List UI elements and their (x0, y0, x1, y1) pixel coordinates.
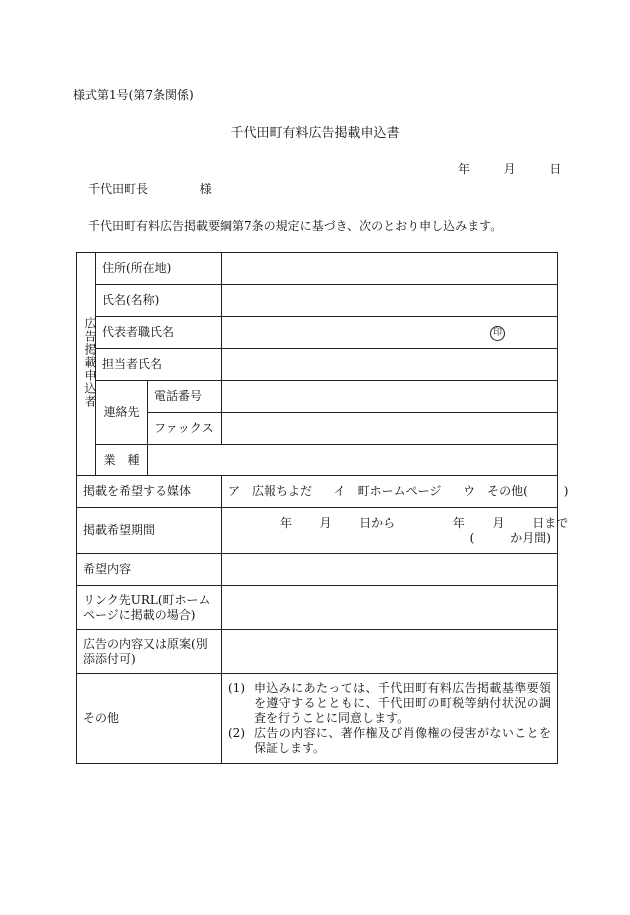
name-label: 氏名(名称) (96, 285, 222, 317)
fax-field[interactable] (222, 413, 558, 445)
ad-draft-label: 広告の内容又は原案(別添添付可) (77, 630, 222, 674)
period-end-day: 日まで (532, 515, 569, 530)
link-url-label: リンク先URL(町ホームページに掲載の場合) (77, 586, 222, 630)
fax-label: ファックス (148, 413, 222, 445)
application-table (76, 252, 569, 764)
media-options (222, 476, 569, 508)
name-field[interactable] (222, 285, 558, 317)
media-option-koho[interactable]: ア 広報ちよだ (228, 484, 313, 498)
media-option-other[interactable]: ウ その他( ) (463, 484, 569, 498)
address-label: 住所(所在地) (96, 253, 222, 285)
date-day: 日 (549, 162, 562, 176)
period-end-month: 月 (492, 515, 505, 530)
note-text: 申込みにあたっては、千代田町有料広告掲載基準要領を遵守するとともに、千代田町の町税等納付状況の調査を行うことに同意します。 (254, 681, 551, 725)
addressee-name: 千代田町長 (88, 182, 149, 196)
contact-person-field[interactable] (222, 349, 558, 381)
media-option-homepage[interactable]: イ 町ホームページ (333, 484, 442, 498)
date-year: 年 (458, 162, 471, 176)
period-start-day: 日から (359, 515, 396, 530)
date-month: 月 (503, 162, 516, 176)
note-text: 広告の内容に、著作権及び肖像権の侵害がないことを保証します。 (254, 726, 551, 755)
form-number: 様式第1号(第7条関係) (73, 88, 194, 102)
industry-field[interactable] (148, 445, 558, 476)
content-field[interactable] (222, 554, 558, 586)
addressee (88, 180, 212, 197)
applicant-group-label: 広告掲載申込者 (77, 253, 96, 476)
industry-label: 業 種 (96, 445, 148, 476)
date-line (458, 160, 561, 177)
period-range (228, 515, 569, 531)
other-notes (222, 674, 558, 764)
period-start-month: 月 (319, 515, 332, 530)
phone-label: 電話番号 (148, 381, 222, 413)
address-field[interactable] (222, 253, 558, 285)
media-label: 掲載を希望する媒体 (77, 476, 222, 508)
addressee-suffix: 様 (199, 182, 212, 196)
note-number: (1) (228, 681, 245, 695)
link-url-field[interactable] (222, 586, 558, 630)
note-number: (2) (228, 726, 245, 740)
other-label: その他 (77, 674, 222, 764)
period-label: 掲載希望期間 (77, 508, 222, 554)
note-item (228, 681, 551, 726)
intro-text: 千代田町有料広告掲載要綱第7条の規定に基づき、次のとおり申し込みます。 (88, 219, 503, 233)
period-end-year: 年 (452, 515, 465, 530)
period-start-year: 年 (279, 515, 292, 530)
period-field[interactable] (222, 508, 569, 554)
document-title: 千代田町有料広告掲載申込書 (230, 126, 400, 141)
representative-label: 代表者職氏名 (96, 317, 222, 349)
note-item (228, 726, 551, 756)
representative-field[interactable] (222, 317, 558, 349)
contact-person-label: 担当者氏名 (96, 349, 222, 381)
ad-draft-field[interactable] (222, 630, 558, 674)
contact-label: 連絡先 (96, 381, 148, 445)
period-months: ( か月間) (469, 530, 551, 545)
content-label: 希望内容 (77, 554, 222, 586)
phone-field[interactable] (222, 381, 558, 413)
seal-mark: 印 (490, 326, 505, 341)
